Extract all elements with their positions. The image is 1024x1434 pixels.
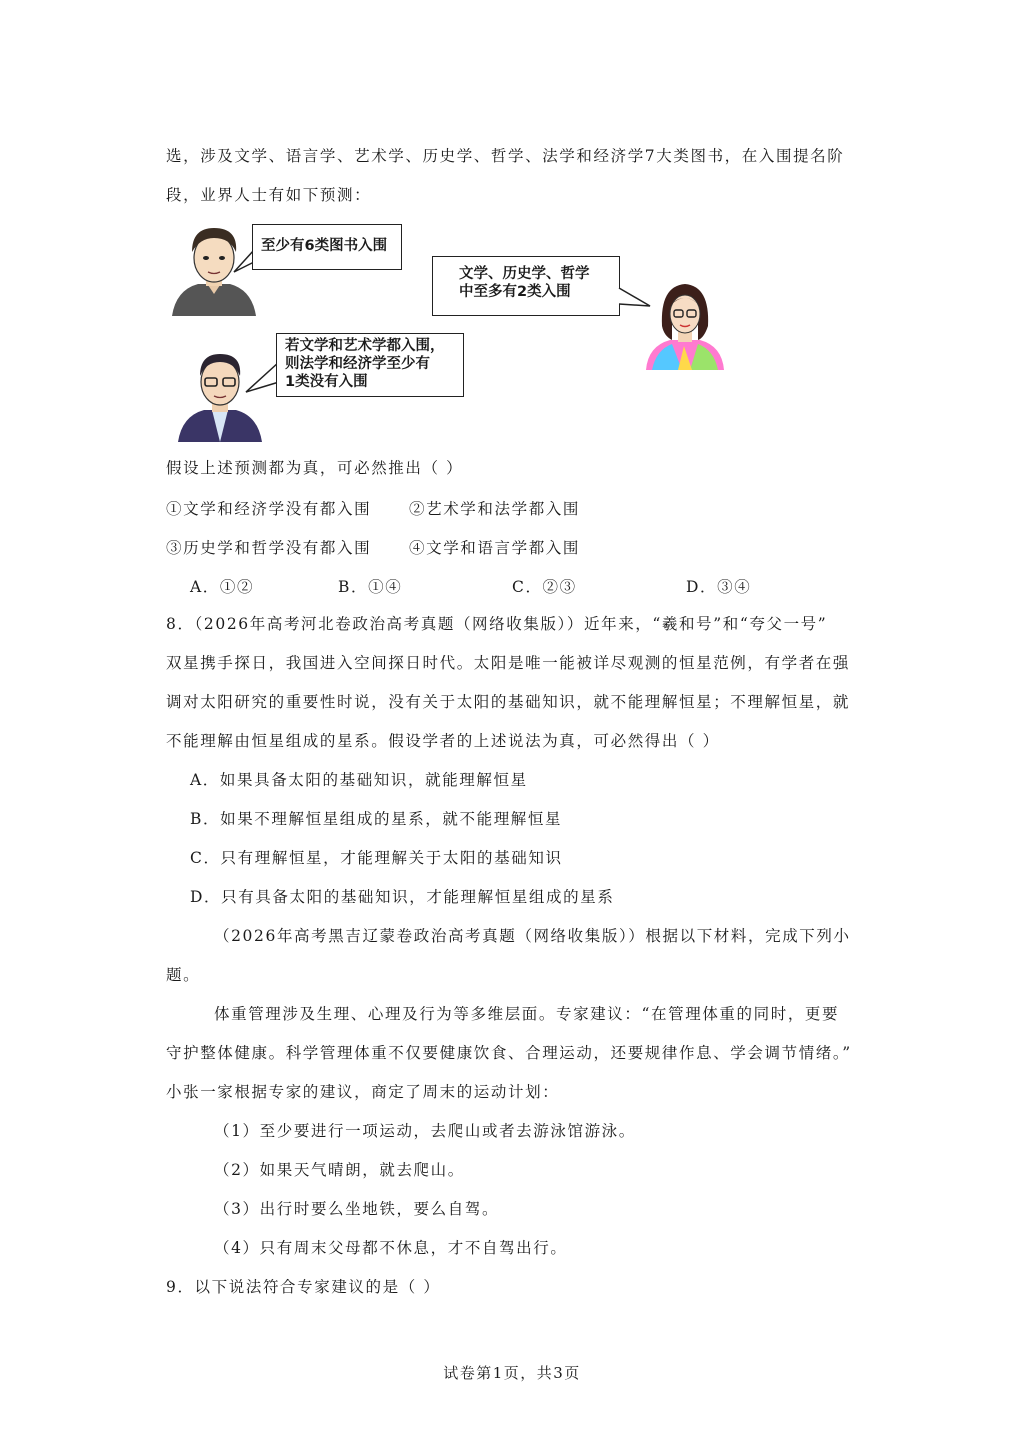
woman-avatar-icon (642, 280, 728, 370)
bubble-2-line-2: 中至多有2类入围 (459, 284, 571, 300)
bubble-1-line: 至少有6类图书入围 (261, 238, 388, 254)
material-para-line-3: 小张一家根据专家的建议，商定了周末的运动计划： (166, 1083, 560, 1101)
bubble-3-line-3: 1类没有入围 (285, 374, 368, 390)
plan-item-4: （4）只有周末父母都不休息，才不自驾出行。 (214, 1239, 568, 1257)
q8-option-a: A．如果具备太阳的基础知识，就能理解恒星 (190, 771, 528, 789)
material-lead-line-1: （2026年高考黑吉辽蒙卷政治高考真题（网络收集版））根据以下材料，完成下列小 (214, 927, 851, 945)
q8-line-1: 8．（2026年高考河北卷政治高考真题（网络收集版））近年来，“羲和号”和“夸父一号” (166, 615, 828, 633)
bubble-3-line-2: 则法学和经济学至少有 (285, 356, 430, 372)
plan-item-2: （2）如果天气晴朗，就去爬山。 (214, 1161, 465, 1179)
q7-choice-d: D．③④ (686, 578, 752, 596)
intro-line-1: 选，涉及文学、语言学、艺术学、历史学、哲学、法学和经济学7大类图书，在入围提名阶 (166, 147, 845, 165)
q7-choice-c: C．②③ (512, 578, 577, 596)
q8-option-d: D．只有具备太阳的基础知识，才能理解恒星组成的星系 (190, 888, 615, 906)
plan-item-3: （3）出行时要么坐地铁，要么自驾。 (214, 1200, 500, 1218)
q8-option-b: B．如果不理解恒星组成的星系，就不能理解恒星 (190, 810, 563, 828)
speech-bubble-1 (252, 224, 402, 270)
intro-line-2: 段，业界人士有如下预测： (166, 186, 372, 204)
plan-item-1: （1）至少要进行一项运动，去爬山或者去游泳馆游泳。 (214, 1122, 636, 1140)
q7-choice-a: A．①② (190, 578, 255, 596)
q7-choice-b: B．①④ (338, 578, 403, 596)
speech-bubble-3 (276, 333, 464, 397)
speech-tail-icon (244, 360, 280, 394)
q7-stem: 假设上述预测都为真，可必然推出（ ） (166, 459, 464, 477)
q9-stem: 9．以下说法符合专家建议的是（ ） (166, 1278, 441, 1296)
q7-statement-3: ③历史学和哲学没有都入围 (166, 539, 372, 557)
q7-statement-2: ②艺术学和法学都入围 (409, 500, 581, 518)
bubble-2-line-1: 文学、历史学、哲学 (459, 266, 590, 282)
q8-line-2: 双星携手探日，我国进入空间探日时代。太阳是唯一能被详尽观测的恒星范例，有学者在强 (166, 654, 851, 672)
material-para-line-2: 守护整体健康。科学管理体重不仅要健康饮食、合理运动，还要规律作息、学会调节情绪。” (166, 1044, 852, 1062)
speech-bubble-2 (432, 256, 620, 316)
q8-line-3: 调对太阳研究的重要性时说，没有关于太阳的基础知识，就不能理解恒星；不理解恒星，就 (166, 693, 851, 711)
q7-statement-1: ①文学和经济学没有都入围 (166, 500, 372, 518)
q8-line-4: 不能理解由恒星组成的星系。假设学者的上述说法为真，可必然得出（ ） (166, 732, 720, 750)
q7-statement-4: ④文学和语言学都入围 (409, 539, 581, 557)
bubble-3-line-1: 若文学和艺术学都入围， (285, 338, 445, 354)
material-para-line-1: 体重管理涉及生理、心理及行为等多维层面。专家建议：“在管理体重的同时，更要 (214, 1005, 840, 1023)
material-lead-line-2: 题。 (166, 966, 201, 984)
page-footer: 试卷第1页，共3页 (443, 1364, 581, 1382)
q8-option-c: C．只有理解恒星，才能理解关于太阳的基础知识 (190, 849, 563, 867)
